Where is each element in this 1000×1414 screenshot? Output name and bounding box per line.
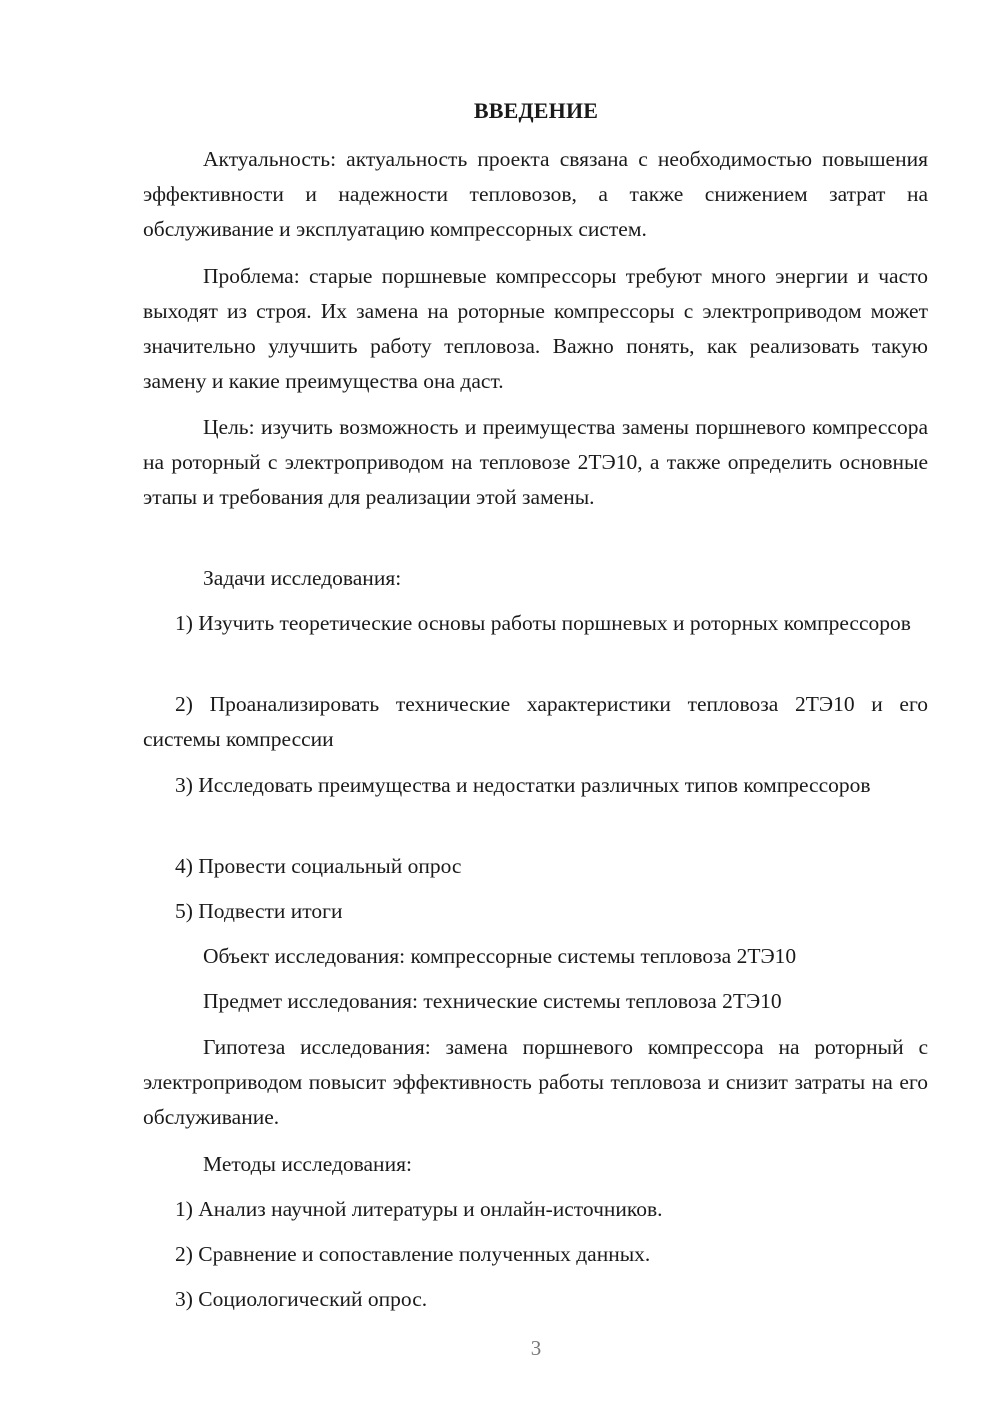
method-item-2: 2) Сравнение и сопоставление полученных данных.: [175, 1242, 651, 1266]
task-item-4: 4) Провести социальный опрос: [175, 854, 462, 878]
task-item-3: 3) Исследовать преимущества и недостатки различных типов компрессоров: [175, 773, 871, 797]
task-item-5: 5) Подвести итоги: [175, 899, 343, 923]
tasks-heading: Задачи исследования:: [203, 566, 402, 590]
methods-heading: Методы исследования:: [203, 1152, 412, 1176]
goal-paragraph: Цель: изучить возможность и преимущества замены поршневого компрессора на роторный с электроприводом на тепловозе 2ТЭ10, а также определить основные этапы и требования для реализации этой замены.: [143, 415, 928, 509]
method-item-3: 3) Социологический опрос.: [175, 1287, 428, 1311]
subject-paragraph: Предмет исследования: технические системы тепловоза 2ТЭ10: [203, 989, 782, 1013]
task-item-1: 1) Изучить теоретические основы работы поршневых и роторных компрессоров: [175, 611, 911, 635]
page-title: ВВЕДЕНИЕ: [473, 98, 599, 123]
method-item-1: 1) Анализ научной литературы и онлайн-источников.: [175, 1197, 663, 1221]
task-item-2: 2) Проанализировать технические характеристики тепловоза 2ТЭ10 и его системы компрессии: [143, 692, 928, 751]
problem-paragraph: Проблема: старые поршневые компрессоры требуют много энергии и часто выходят из строя. Их замена на роторные компрессоры с электроприводом может значительно улучшить работу тепловоза. Важно понять, как реализовать такую замену и какие преимущества она даст.: [143, 264, 928, 393]
hypothesis-paragraph: Гипотеза исследования: замена поршневого компрессора на роторный с электроприводом повысит эффективность работы тепловоза и снизит затраты на его обслуживание.: [143, 1035, 928, 1129]
relevance-paragraph: Актуальность: актуальность проекта связана с необходимостью повышения эффективности и надежности тепловозов, а также снижением затрат на обслуживание и эксплуатацию компрессорных систем.: [143, 147, 928, 241]
page-number: 3: [530, 1336, 542, 1360]
object-paragraph: Объект исследования: компрессорные системы тепловоза 2ТЭ10: [203, 944, 797, 968]
